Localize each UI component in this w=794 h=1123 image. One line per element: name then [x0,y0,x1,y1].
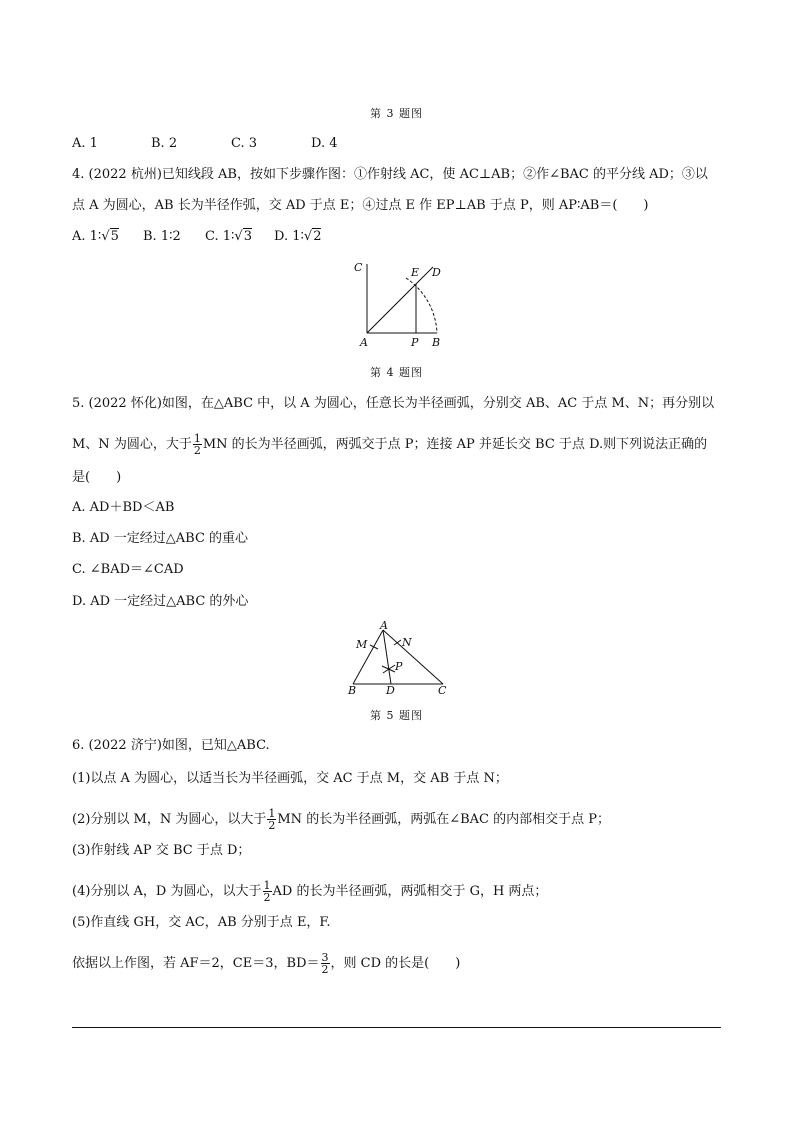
fraction-three-halves [321,952,330,975]
q5-stem-line2-pre: M、N 为圆心，大于 [72,437,192,452]
q6-step-2-pre: (2)分别以 M，N 为圆心，以大于 [72,812,267,827]
label-m: M [356,638,368,651]
segment-ad [383,630,391,684]
q4-stem-line2: 点 A 为圆心，AB 长为半径作弧，交 AD 于点 E；④过点 E 作 EP⊥AB 于点 P，则 AP∶AB＝( ) [72,198,649,213]
fraction-denominator: 2 [263,891,271,904]
q4-option-d[interactable] [274,229,321,245]
arc-be [406,278,437,333]
fraction-denominator: 2 [193,444,201,457]
fraction-numerator: 3 [321,951,329,964]
q6-step-4 [72,880,547,903]
sqrt-icon: √ [303,229,313,244]
ray-ad [367,267,433,333]
q5-stem-line2 [72,433,707,456]
q6-step-2-post: MN 的长为半径画弧，两弧在∠BAC 的内部相交于点 P； [277,812,610,827]
label-c: C [438,684,447,697]
label-p: P [411,336,419,349]
q6-step-2 [72,808,610,831]
q5-figure [340,618,460,700]
q5-stem-line3: 是( ) [72,470,122,485]
q5-option-c[interactable]: C. ∠BAD＝∠CAD [72,562,184,577]
q6-step-5: (5)作直线 GH，交 AC，AB 分别于点 E，F. [72,915,331,930]
fraction-numerator: 1 [268,807,276,820]
figure-5-caption: 第 5 题图 [370,709,423,722]
q4-option-d-prefix: D. 1∶ [274,229,304,244]
q4-option-c-radicand: 3 [243,229,252,244]
fraction-one-half [267,808,276,831]
q4-option-a-radicand: 5 [110,229,119,244]
q6-step-4-post: AD 的长为半径画弧，两弧相交于 G，H 两点； [272,884,548,899]
footer-divider [72,1027,721,1028]
q3-option-d[interactable]: D. 4 [311,136,338,151]
sqrt-icon: √ [234,229,243,244]
fraction-numerator: 1 [193,432,201,445]
label-d: D [386,684,395,697]
q4-option-c-prefix: C. 1∶ [205,229,235,244]
q6-step-4-pre: (4)分别以 A，D 为圆心，以大于 [72,884,262,899]
fraction-one-half [263,880,272,903]
q3-option-c[interactable]: C. 3 [231,136,258,151]
q5-option-d[interactable]: D. AD 一定经过△ABC 的外心 [72,594,249,609]
side-ac [383,630,443,684]
q6-step-3: (3)作射线 AP 交 BC 于点 D； [72,843,251,858]
q4-option-c[interactable] [205,229,252,245]
q4-stem-line1: 4. (2022 杭州)已知线段 AB，按如下步骤作图：①作射线 AC，使 AC⊥AB；②作∠BAC 的平分线 AD；③以 [72,167,708,182]
q6-final-post: ，则 CD 的长是( ) [330,956,461,971]
label-b: B [348,684,357,697]
q4-figure [340,258,460,350]
fraction-numerator: 1 [263,879,271,892]
q3-option-b[interactable]: B. 2 [151,136,178,151]
fraction-one-half [193,433,202,456]
q4-option-b-text: B. 1∶2 [143,229,181,244]
label-d: D [432,266,441,279]
label-a: A [360,336,368,349]
q5-option-b[interactable]: B. AD 一定经过△ABC 的重心 [72,531,249,546]
q4-option-d-radicand: 2 [313,229,322,244]
q4-option-a[interactable] [72,229,119,245]
figure-4-caption: 第 4 题图 [370,366,423,379]
figure-3-caption: 第 3 题图 [370,107,423,120]
sqrt-icon: √ [101,229,110,244]
label-b: B [432,336,441,349]
q3-option-a[interactable]: A. 1 [72,136,98,151]
q5-option-a[interactable]: A. AD＋BD＜AB [72,500,175,515]
q6-step-1: (1)以点 A 为圆心，以适当长为半径画弧，交 AC 于点 M，交 AB 于点 N； [72,771,508,786]
q4-option-b[interactable] [143,229,181,245]
label-n: N [402,636,412,649]
q5-stem-line2-post: MN 的长为半径画弧，两弧交于点 P；连接 AP 并延长交 BC 于点 D.则下列说法正确的 [202,437,708,452]
q6-final-question [72,952,460,975]
q5-stem-line1: 5. (2022 怀化)如图，在△ABC 中，以 A 为圆心，任意长为半径画弧，分别交 AB、AC 于点 M、N；再分别以 [72,396,715,411]
q6-stem-line1: 6. (2022 济宁)如图，已知△ABC. [72,738,270,753]
q4-option-a-prefix: A. 1∶ [72,229,102,244]
label-e: E [411,266,420,279]
label-a: A [380,619,388,632]
fraction-denominator: 2 [321,963,329,976]
label-p: P [395,660,403,673]
label-c: C [354,261,363,274]
q6-final-pre: 依据以上作图，若 AF＝2，CE＝3，BD＝ [72,956,320,971]
fraction-denominator: 2 [268,819,276,832]
